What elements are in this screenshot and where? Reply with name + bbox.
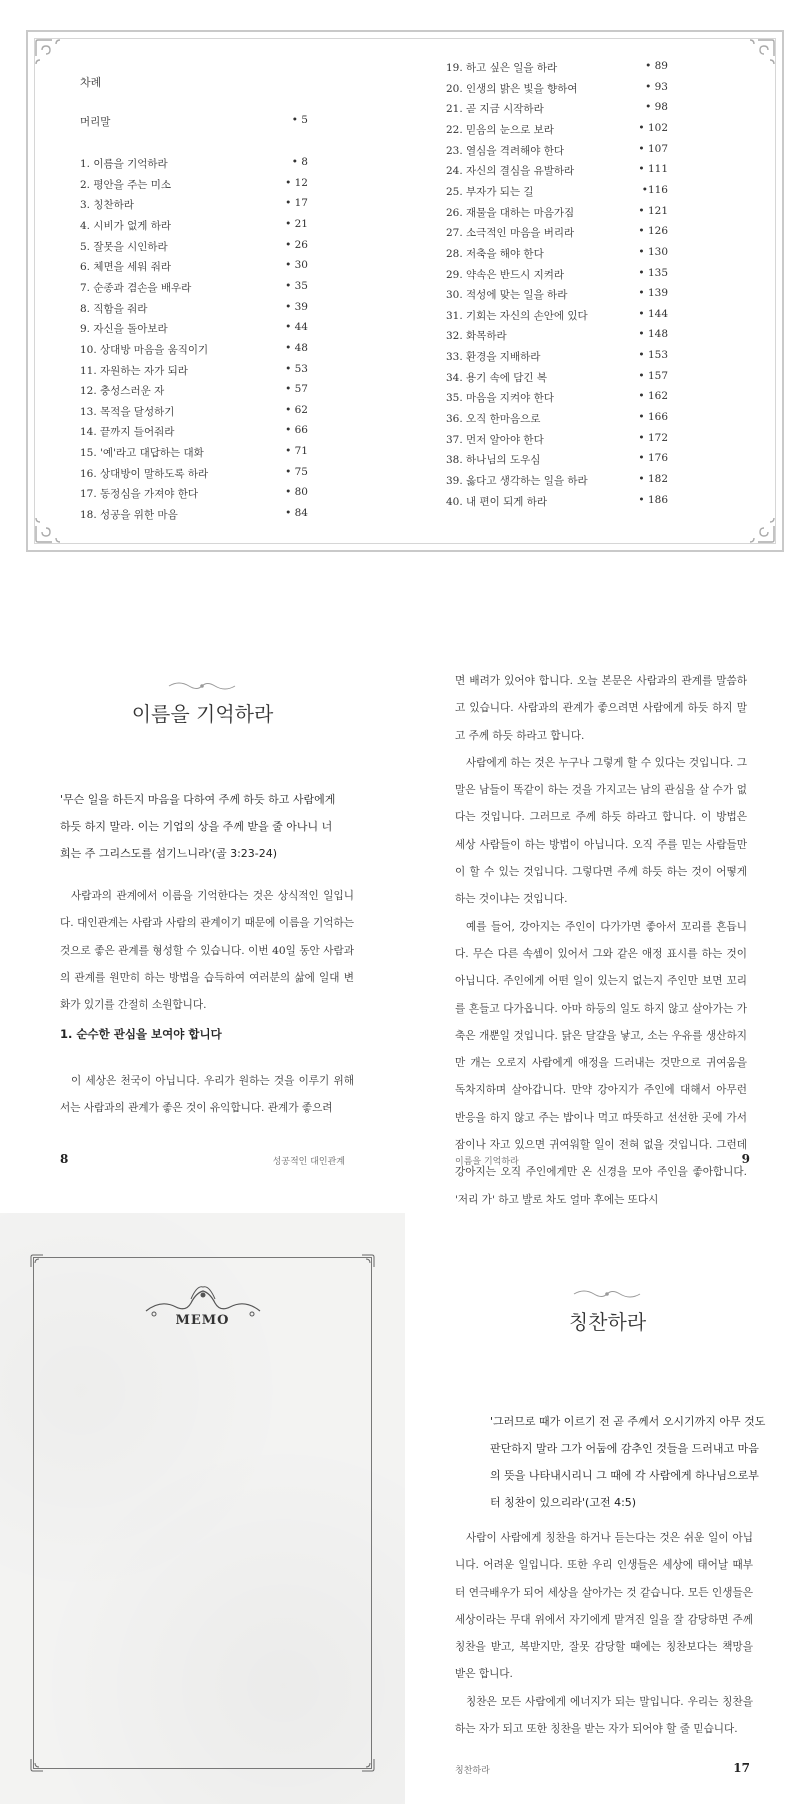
toc-entry-page: • 75	[285, 465, 308, 478]
running-head: 칭찬하라	[455, 1766, 490, 1776]
toc-spread	[26, 30, 784, 552]
toc-entry-page: • 166	[638, 411, 668, 424]
frame-corner-icon	[360, 1253, 376, 1269]
toc-entry-page: • 102	[638, 121, 668, 134]
toc-entry[interactable]	[446, 101, 668, 117]
toc-entry[interactable]	[446, 411, 668, 427]
toc-entry-page: • 89	[645, 60, 668, 72]
scripture-quote	[490, 1408, 770, 1516]
toc-entry[interactable]	[446, 163, 668, 179]
toc-entry-page: • 8	[291, 156, 308, 168]
quote-line: 하듯 하지 말라. 이는 기업의 상을 주께 받을 줄 아나니 너	[60, 820, 333, 833]
toc-entry-page: • 30	[285, 259, 308, 272]
toc-entry-page: • 98	[645, 101, 668, 114]
toc-entry-page: • 21	[285, 217, 308, 230]
toc-entry[interactable]	[80, 507, 308, 523]
toc-entry-page: • 126	[638, 225, 668, 238]
paragraph: 칭찬은 모든 사람에게 에너지가 되는 말입니다. 우리는 칭찬을 하는 자가 되고 또한 칭찬을 받는 자가 되어야 할 줄 믿습니다.	[455, 1695, 753, 1736]
toc-entry-label: 31. 기회는 자신의 손안에 있다	[446, 309, 588, 322]
toc-entry-page: • 66	[285, 424, 308, 437]
toc-entry-page: • 182	[638, 473, 668, 485]
toc-entry-label: 3. 칭찬하라	[80, 199, 134, 212]
toc-entry-label: 10. 상대방 마음을 움직이기	[80, 343, 209, 356]
toc-entry[interactable]	[446, 390, 668, 406]
toc-preface[interactable]	[80, 114, 308, 130]
corner-ornament-icon	[738, 506, 778, 546]
toc-entry[interactable]	[446, 246, 668, 262]
toc-entry-label: 5. 잘못을 시인하라	[80, 240, 168, 253]
toc-entry-label: 2. 평안을 주는 미소	[80, 178, 172, 191]
page-number: 17	[733, 1761, 750, 1775]
toc-entry[interactable]	[446, 473, 668, 489]
toc-entry-page: • 12	[285, 176, 308, 189]
page-8	[0, 640, 405, 1180]
toc-entry[interactable]	[80, 239, 308, 255]
toc-entry-label: 32. 화목하라	[446, 330, 507, 343]
toc-entry[interactable]	[80, 342, 308, 358]
toc-entry-label: 19. 하고 싶은 일을 하라	[446, 62, 558, 74]
toc-entry-label: 38. 하나님의 도우심	[446, 454, 541, 467]
toc-entry-page: •116	[641, 183, 668, 196]
quote-line: 희는 주 그리스도를 섬기느니라'(골 3:23-24)	[60, 847, 278, 860]
toc-entry-label: 4. 시비가 없게 하라	[80, 219, 172, 232]
paragraph: 사람과의 관계에서 이름을 기억한다는 것은 상식적인 일입니다. 대인관계는 사람과 사람의 관계이기 때문에 이름을 기억하는 것으로 좋은 관계를 형성할 수 있습니다. 이번 40일 동안 사람과의 관계를 원만히 하는 방법을 습득하여 여러분의 삶에 일대 변화가 있기를 간절히 소원합니다.	[60, 890, 354, 1012]
toc-entry-label: 39. 옳다고 생각하는 일을 하라	[446, 475, 588, 487]
toc-entry-page: • 157	[638, 369, 668, 382]
toc-entry-label: 7. 순종과 겸손을 배우라	[80, 281, 192, 294]
toc-entry-page: • 44	[285, 321, 308, 334]
toc-entry-page: • 84	[285, 507, 308, 520]
toc-entry-label: 21. 곧 지금 시작하라	[446, 103, 544, 116]
toc-entry-label: 12. 충성스러운 자	[80, 385, 165, 398]
toc-entry[interactable]	[446, 81, 668, 97]
toc-entry-page: • 111	[638, 163, 668, 176]
toc-entry-label: 33. 환경을 지배하라	[446, 351, 541, 364]
toc-entry-label: 36. 오직 한마음으로	[446, 413, 541, 426]
toc-entry-page: • 144	[638, 307, 668, 320]
toc-entry-label: 15. '예'라고 대답하는 대화	[80, 447, 204, 460]
toc-entry-page: • 176	[638, 452, 668, 465]
toc-entry-page: • 26	[285, 238, 308, 251]
toc-entry[interactable]	[446, 184, 668, 200]
section-subheading: 1. 순수한 관심을 보여야 합니다	[60, 1027, 222, 1041]
toc-entry-page: • 121	[638, 204, 668, 217]
toc-entry-page: • 130	[638, 245, 668, 258]
toc-entry-label: 34. 용기 속에 담긴 복	[446, 371, 548, 384]
toc-entry[interactable]	[80, 177, 308, 193]
toc-entry-page: • 62	[285, 403, 308, 416]
corner-ornament-icon	[32, 36, 72, 76]
title-ornament-icon	[167, 680, 237, 692]
page-number: 8	[60, 1152, 69, 1166]
toc-entry[interactable]	[446, 143, 668, 159]
toc-entry[interactable]	[446, 432, 668, 448]
toc-entry[interactable]	[80, 466, 308, 482]
toc-entry-page: • 107	[638, 142, 668, 155]
frame-corner-icon	[29, 1757, 45, 1773]
toc-entry-label: 6. 체면을 세워 줘라	[80, 261, 172, 274]
toc-entry-label: 머리말	[80, 116, 111, 128]
corner-ornament-icon	[738, 36, 778, 76]
toc-entry-label: 14. 끝까지 들어줘라	[80, 426, 175, 439]
toc-entry[interactable]	[80, 156, 308, 172]
page-9	[405, 640, 810, 1206]
toc-entry-label: 27. 소극적인 마음을 버리라	[446, 227, 575, 240]
toc-entry[interactable]	[446, 287, 668, 303]
toc-entry[interactable]	[446, 267, 668, 283]
toc-entry-label: 25. 부자가 되는 길	[446, 185, 534, 198]
paragraph: 예를 들어, 강아지는 주인이 다가가면 좋아서 꼬리를 흔듭니다. 무슨 다른 속셈이 있어서 그와 같은 애정 표시를 하는 것이 아닙니다. 주인에게 어떤 일이 있는지 없는지 주인만 보면 꼬리를 흔들고 다가옵니다. 아마 하등의 일도 하지 않고 살아가는 가축은 개뿐일 것입니다. 닭은 달걀을 낳고, 소는 우유를 생산하지만 개는 오로지 사람에게 애정을 드러내는 것만으로 귀여움을 독차지하며 살아갑니다. 만약 강아지가 주인에 대해서 아무런 반응을 하지 않고 주는 밥이나 먹고 따뜻하고 선선한 곳에 가서 잠이나 자고 있으면 귀여워할 일이 전혀 없을 것입니다. 그런데 강아지는 오직 주인에게만 온 신경을 모아 주인을 좋아합니다. '저리 가' 하고 발로 차도 얼마 후에는 또다시	[455, 920, 747, 1206]
toc-entry[interactable]	[80, 259, 308, 275]
toc-entry[interactable]	[446, 494, 668, 510]
toc-entry-page: • 71	[285, 445, 308, 458]
toc-entry[interactable]	[80, 218, 308, 234]
toc-entry-page: • 93	[645, 80, 668, 93]
toc-entry-label: 35. 마음을 지켜야 한다	[446, 392, 554, 405]
memo-frame	[33, 1257, 372, 1769]
toc-entry-label: 22. 믿음의 눈으로 보라	[446, 123, 554, 136]
toc-entry[interactable]	[80, 321, 308, 337]
toc-entry-page: • 53	[285, 362, 308, 375]
quote-line: 판단하지 말라 그가 어둠에 감추인 것들을 드러내고 마음	[490, 1442, 759, 1455]
toc-entry-label: 24. 자신의 결심을 유발하라	[446, 165, 575, 178]
toc-entry[interactable]	[80, 383, 308, 399]
toc-entry[interactable]	[80, 445, 308, 461]
toc-entry-page: • 35	[285, 279, 308, 292]
toc-entry-label: 40. 내 편이 되게 하라	[446, 495, 548, 508]
quote-line: '그러므로 때가 이르기 전 곧 주께서 오시기까지 아무 것도	[490, 1415, 766, 1428]
toc-entry-page: • 39	[285, 300, 308, 313]
quote-line: 터 칭찬이 있으리라'(고전 4:5)	[490, 1496, 637, 1509]
toc-entry[interactable]	[446, 328, 668, 344]
body-text	[60, 883, 354, 1019]
toc-entry-page: • 153	[638, 349, 668, 362]
paragraph: 사람에게 하는 것은 누구나 그렇게 할 수 있다는 것입니다. 그 말은 남들이 똑같이 하는 것을 가지고는 남의 관심을 살 수가 없다는 것입니다. 그러므로 주께 하듯 하라고 합니다. 이 방법은 세상 사람들이 하는 방법이 아닙니다. 오직 주를 믿는 사람들만이 할 수 있는 것입니다. 그렇다면 주께 하듯 하는 것이 어떻게 하는 것이냐는 것입니다.	[455, 756, 747, 906]
running-head: 이름을 기억하라	[455, 1157, 519, 1167]
chapter-title: 칭찬하라	[568, 1310, 647, 1334]
toc-entry-label: 26. 재물을 대하는 마음가짐	[446, 206, 575, 219]
toc-entry[interactable]	[80, 280, 308, 296]
toc-entry-label: 9. 자신을 돌아보라	[80, 323, 168, 336]
toc-entry-label: 16. 상대방이 말하도록 하라	[80, 467, 209, 480]
toc-entry[interactable]	[446, 308, 668, 324]
page-number: 9	[741, 1152, 750, 1166]
body-text	[455, 668, 747, 1214]
chapter-title: 이름을 기억하라	[131, 702, 274, 726]
toc-entry-page: • 57	[285, 383, 308, 396]
paragraph: 사람이 사람에게 칭찬을 하거나 듣는다는 것은 쉬운 일이 아닙니다. 어려운 일입니다. 또한 우리 인생들은 세상에 태어날 때부터 연극배우가 되어 세상을 살아가는 것 같습니다. 모든 인생들은 세상이라는 무대 위에서 자기에게 맡겨진 일을 잘 감당하면 주께 칭찬을 받고, 복받지만, 잘못 감당할 때에는 칭찬보다는 책망을 받은 합니다.	[455, 1532, 753, 1681]
toc-entry-page: • 172	[638, 431, 668, 444]
toc-entry-label: 13. 목적을 달성하기	[80, 405, 175, 418]
toc-entry-label: 20. 인생의 밝은 빛을 향하여	[446, 82, 578, 95]
body-text	[455, 1525, 753, 1743]
toc-entry[interactable]	[80, 486, 308, 502]
toc-entry[interactable]	[80, 363, 308, 379]
scripture-quote	[60, 786, 360, 867]
page-17	[405, 1213, 810, 1804]
toc-entry-page: • 48	[285, 341, 308, 354]
toc-entry-page: • 148	[638, 328, 668, 341]
toc-entry[interactable]	[80, 404, 308, 420]
running-head: 성공적인 대인관계	[272, 1157, 345, 1167]
body-text	[60, 1068, 354, 1123]
toc-entry[interactable]	[446, 452, 668, 468]
toc-entry-label: 8. 직함을 줘라	[80, 302, 148, 315]
toc-entry[interactable]	[80, 197, 308, 213]
toc-entry-page: • 80	[285, 486, 308, 499]
toc-entry-label: 30. 적성에 맞는 일을 하라	[446, 289, 568, 302]
toc-entry[interactable]	[446, 205, 668, 221]
paragraph: 면 배려가 있어야 합니다. 오늘 본문은 사람과의 관계를 말씀하고 있습니다. 사람과의 관계가 좋으려면 사람에게 하듯 하지 말고 주께 하듯 하라고 합니다.	[455, 675, 747, 742]
toc-entry[interactable]	[446, 349, 668, 365]
toc-entry-page: • 162	[638, 390, 668, 403]
toc-entry-label: 29. 약속은 반드시 지켜라	[446, 268, 564, 281]
toc-entry[interactable]	[446, 60, 668, 76]
quote-line: '무슨 일을 하든지 마음을 다하여 주께 하듯 하고 사람에게	[60, 793, 336, 806]
title-ornament-icon	[572, 1288, 642, 1300]
toc-entry[interactable]	[80, 424, 308, 440]
toc-entry-page: • 186	[638, 493, 668, 506]
toc-entry-label: 23. 열심을 격려해야 한다	[446, 144, 564, 157]
toc-entry[interactable]	[446, 225, 668, 241]
toc-entry-label: 11. 자원하는 자가 되라	[80, 364, 188, 377]
toc-entry-label: 28. 저축을 해야 한다	[446, 247, 544, 260]
toc-entry-page: • 139	[638, 287, 668, 300]
memo-label: MEMO	[175, 1313, 230, 1328]
memo-page	[0, 1213, 405, 1804]
toc-entry-label: 17. 동정심을 가져야 한다	[80, 488, 198, 501]
toc-entry-label: 37. 먼저 알아야 한다	[446, 433, 544, 446]
paragraph: 이 세상은 천국이 아닙니다. 우리가 원하는 것을 이루기 위해서는 사람과의 관계가 좋은 것이 유익합니다. 관계가 좋으려	[60, 1075, 354, 1115]
toc-entry[interactable]	[80, 301, 308, 317]
toc-entry-label: 1. 이름을 기억하라	[80, 158, 168, 170]
corner-ornament-icon	[32, 506, 72, 546]
toc-entry[interactable]	[446, 122, 668, 138]
quote-line: 의 뜻을 나타내시리니 그 때에 각 사람에게 하나님으로부	[490, 1469, 759, 1482]
toc-entry-page: • 135	[638, 266, 668, 279]
toc-entry-page: • 17	[285, 197, 308, 210]
frame-corner-icon	[360, 1757, 376, 1773]
frame-corner-icon	[29, 1253, 45, 1269]
toc-entry-page: • 5	[291, 114, 308, 126]
toc-entry-label: 18. 성공을 위한 마음	[80, 509, 178, 522]
toc-title: 차례	[80, 76, 102, 89]
toc-entry[interactable]	[446, 370, 668, 386]
